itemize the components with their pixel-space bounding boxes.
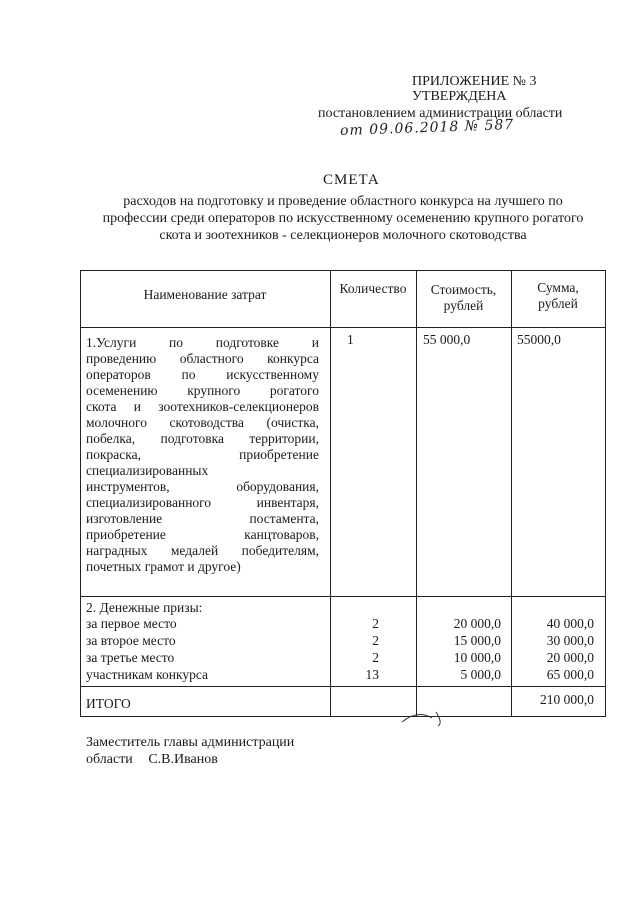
description-line — [86, 447, 319, 463]
description-word: и — [311, 335, 319, 350]
description-word: почетных грамот и другое) — [86, 559, 241, 574]
prize-sum: 65 000,0 — [546, 667, 594, 682]
description-word: наградных — [86, 543, 148, 558]
description-line — [86, 495, 319, 511]
description-line — [86, 351, 319, 367]
prize-sum: 40 000,0 — [546, 616, 594, 631]
prize-qty: 2 — [372, 650, 379, 665]
description-word: операторов — [86, 367, 151, 382]
prize-cost: 5 000,0 — [460, 667, 501, 682]
description-word: канцтоваров, — [244, 527, 319, 542]
description-word: молочного — [86, 415, 147, 430]
description-word: скотоводства — [169, 415, 244, 430]
prize-label: за первое место — [86, 616, 177, 631]
description-word: конкурса — [267, 351, 319, 366]
description-word: инструментов, — [86, 479, 170, 494]
pen-mark — [400, 708, 460, 728]
col-header-name: Наименование затрат — [143, 287, 267, 302]
description-word: зоотехников-селекционеров — [158, 399, 319, 414]
appendix-label: ПРИЛОЖЕНИЕ № 3 — [412, 74, 537, 89]
table-rule — [80, 270, 81, 717]
prize-qty: 2 — [372, 633, 379, 648]
prize-qty: 13 — [365, 667, 379, 682]
table-rule — [80, 596, 606, 597]
row1-qty: 1 — [347, 332, 354, 347]
table-rule — [80, 716, 606, 717]
description-word: (очистка, — [266, 415, 319, 430]
description-word: оборудования, — [236, 479, 319, 494]
description-line — [86, 431, 319, 447]
description-word: и — [133, 399, 141, 414]
prize-qty: 2 — [372, 616, 379, 631]
table-rule — [80, 270, 606, 271]
row1-sum: 55000,0 — [517, 332, 561, 347]
col-header-cost-line: Стоимость, — [430, 282, 497, 297]
description-word: крупного — [187, 383, 241, 398]
table-rule — [80, 686, 606, 687]
col-header-sum-line: рублей — [538, 296, 578, 311]
signature-position: Заместитель главы администрации — [86, 735, 295, 750]
description-word: 1.Услуги — [86, 335, 137, 350]
description-word: территории, — [249, 431, 319, 446]
document-subtitle — [60, 193, 626, 244]
description-word: скота — [86, 399, 117, 414]
approved-label: УТВЕРЖДЕНА — [412, 89, 507, 104]
subtitle-line: расходов на подготовку и проведение областного конкурса на лучшего по — [123, 194, 563, 209]
signature-region: области — [86, 752, 133, 767]
description-word: подготовка — [160, 431, 224, 446]
prize-cost: 20 000,0 — [453, 616, 501, 631]
signature-block — [86, 734, 294, 768]
handwritten-date-number: от 09.06.2018 № 587 — [339, 116, 515, 140]
description-word: специализированного — [86, 495, 212, 510]
prize-sum: 20 000,0 — [546, 650, 594, 665]
description-word: областного — [179, 351, 244, 366]
table-rule — [80, 327, 606, 328]
description-line — [86, 335, 319, 351]
description-word: приобретение — [86, 527, 166, 542]
description-line — [86, 511, 319, 527]
estimate-table — [80, 270, 606, 717]
description-line — [86, 415, 319, 431]
prize-label: участникам конкурса — [86, 667, 209, 682]
prize-label: за третье место — [86, 650, 175, 665]
description-word: по — [169, 335, 184, 350]
description-line — [86, 479, 319, 495]
prize-cost: 10 000,0 — [453, 650, 501, 665]
description-line — [86, 367, 319, 383]
description-word: рогатого — [269, 383, 319, 398]
description-line — [86, 543, 319, 559]
description-word: подготовке — [215, 335, 280, 350]
document-title: СМЕТА — [323, 172, 380, 188]
prize-cost: 15 000,0 — [453, 633, 501, 648]
description-word: медалей — [170, 543, 219, 558]
description-line — [86, 527, 319, 543]
description-line — [86, 399, 319, 415]
description-word: осеменению — [86, 383, 158, 398]
col-header-sum-line: Сумма, — [537, 280, 579, 295]
total-sum: 210 000,0 — [540, 692, 594, 707]
subtitle-line: профессии среди операторов по искусственному осеменению крупного рогатого — [102, 211, 584, 226]
description-word: проведению — [86, 351, 157, 366]
description-word: покраска, — [86, 447, 141, 462]
description-word: победителям, — [241, 543, 319, 558]
signature-line — [86, 751, 294, 768]
col-header-qty: Количество — [339, 281, 407, 296]
table-rule — [605, 270, 606, 717]
col-header-cost-line: рублей — [443, 298, 484, 313]
signature-name: С.В.Иванов — [148, 752, 218, 767]
description-line — [86, 463, 319, 479]
description-line — [86, 383, 319, 399]
description-word: по — [181, 367, 196, 382]
prize-label: за второе место — [86, 633, 176, 648]
row1-cost: 55 000,0 — [423, 332, 471, 347]
description-line — [86, 559, 319, 575]
description-word: побелка, — [86, 431, 136, 446]
row1-description — [86, 335, 319, 575]
total-label: ИТОГО — [86, 696, 131, 711]
col-header-sum — [511, 280, 605, 312]
description-word: инвентаря, — [256, 495, 319, 510]
description-word: изготовление — [86, 511, 163, 526]
resolution-label: постановлением администрации области — [318, 106, 563, 121]
col-header-cost — [416, 282, 511, 314]
description-word: приобретение — [239, 447, 319, 462]
subtitle-line: скота и зоотехников - селекционеров молочного скотоводства — [159, 228, 527, 243]
description-word: специализированных — [86, 463, 209, 478]
description-word: постамента, — [249, 511, 319, 526]
description-word: искусственному — [226, 367, 319, 382]
prize-sum: 30 000,0 — [546, 633, 594, 648]
row2-title: 2. Денежные призы: — [86, 600, 203, 615]
